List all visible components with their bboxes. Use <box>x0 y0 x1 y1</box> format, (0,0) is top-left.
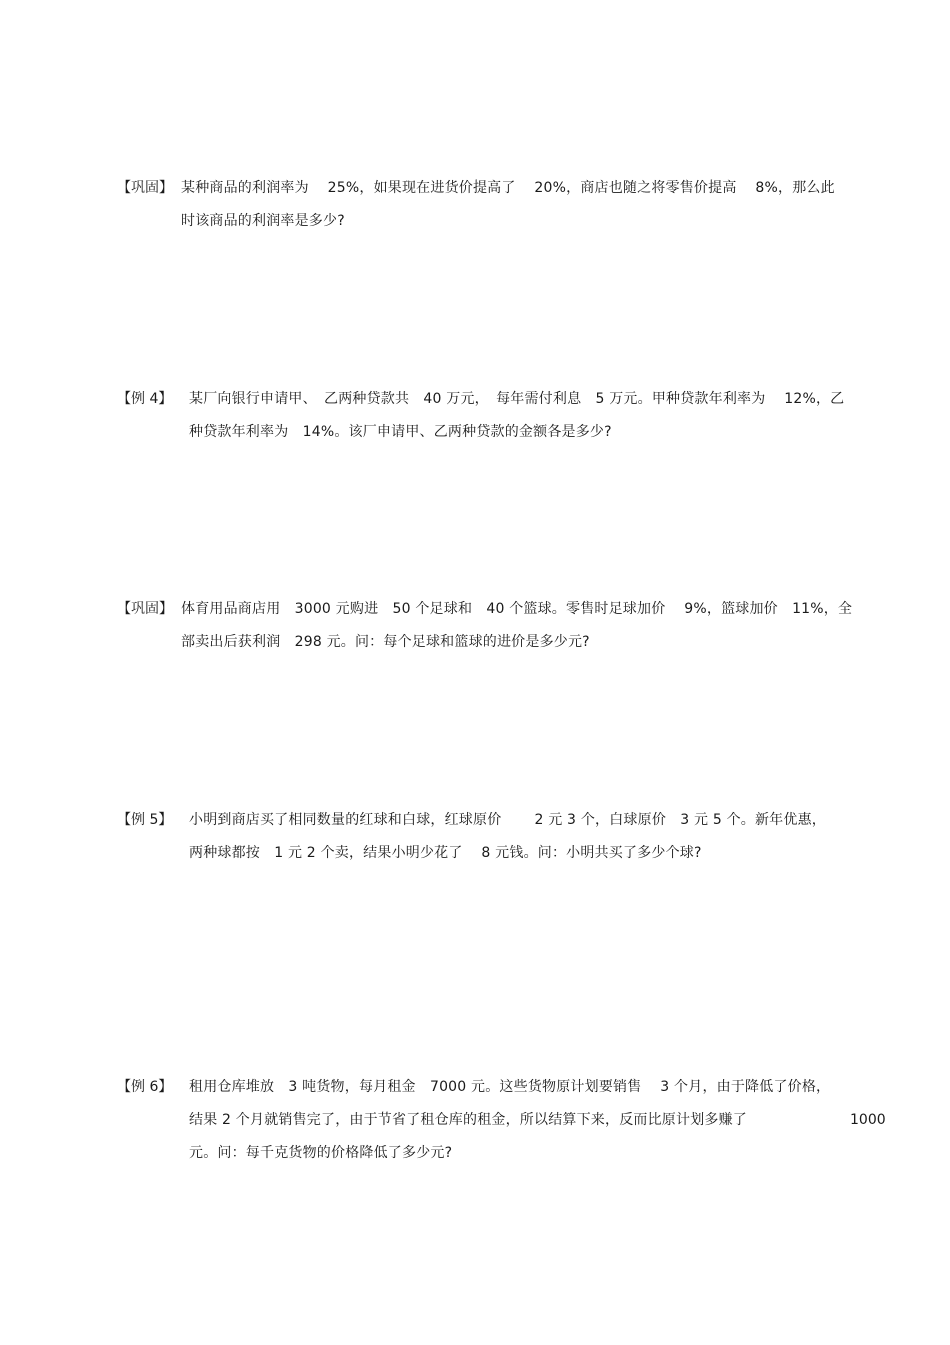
problem-line: 小明到商店买了相同数量的红球和白球，红球原价 2 元 3 个，白球原价 3 元 5 个。新年优惠， <box>189 812 826 828</box>
problem-line: 两种球都按 1 元 2 个卖，结果小明少花了 8 元钱。问：小明共买了多少个球? <box>189 845 702 861</box>
problem-tag: 【例 5】 <box>117 812 173 828</box>
problem-tag: 【巩固】 <box>117 180 173 196</box>
problem-trailing-number: 1000 <box>850 1112 886 1128</box>
problem-line: 部卖出后获利润 298 元。问：每个足球和篮球的进价是多少元? <box>181 634 590 650</box>
problem-line: 时该商品的利润率是多少? <box>181 213 345 229</box>
problem-line: 元。问：每千克货物的价格降低了多少元? <box>189 1145 453 1161</box>
problem-tag: 【例 6】 <box>117 1079 173 1095</box>
problem-line: 结果 2 个月就销售完了，由于节省了租仓库的租金，所以结算下来，反而比原计划多赚了 <box>189 1112 748 1128</box>
problem-line: 租用仓库堆放 3 吨货物，每月租金 7000 元。这些货物原计划要销售 3 个月，由于降低了价格， <box>189 1079 831 1095</box>
problem-line: 种贷款年利率为 14%。该厂申请甲、乙两种贷款的金额各是多少? <box>189 424 612 440</box>
problem-line: 体育用品商店用 3000 元购进 50 个足球和 40 个篮球。零售时足球加价 9%，篮球加价 11%，全 <box>181 601 853 617</box>
problem-tag: 【巩固】 <box>117 601 173 617</box>
problem-line: 某厂向银行申请甲、 乙两种贷款共 40 万元， 每年需付利息 5 万元。甲种贷款年利率为 12%，乙 <box>189 391 845 407</box>
problem-line: 某种商品的利润率为 25%，如果现在进货价提高了 20%，商店也随之将零售价提高 8%，那么此 <box>181 180 835 196</box>
problem-tag: 【例 4】 <box>117 391 173 407</box>
